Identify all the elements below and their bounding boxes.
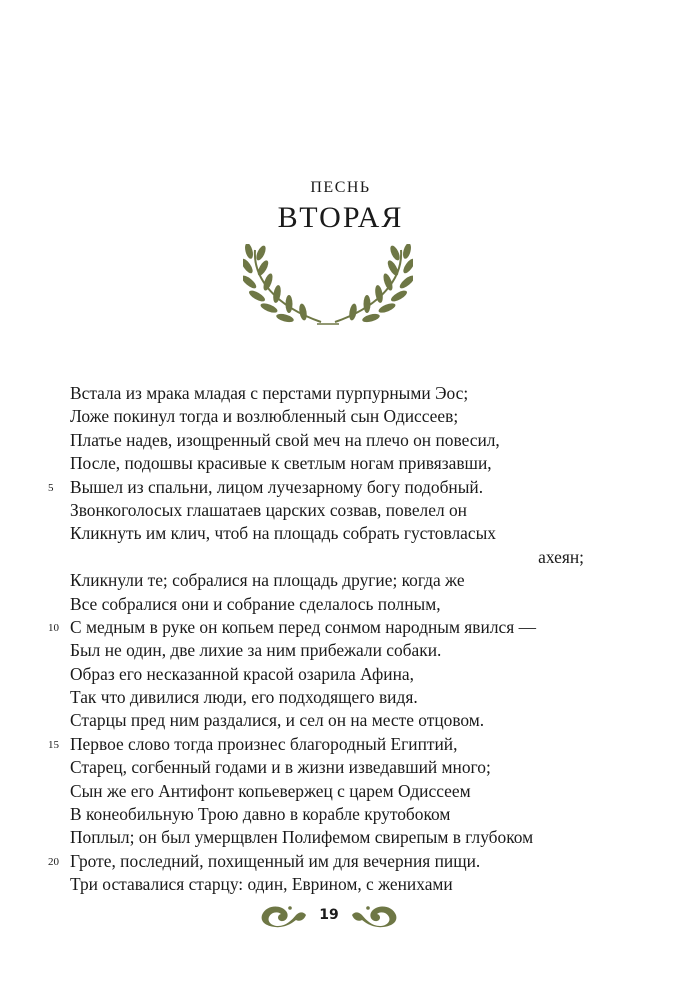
verse-text: Старцы пред ним раздалися, и сел он на месте отцовом.: [70, 710, 485, 731]
verse-line: [70, 405, 590, 428]
verse-text: Первое слово тогда произнес благородный Египтий,: [70, 733, 458, 754]
verse-line: [70, 569, 590, 592]
verse-text: Встала из мрака младая с перстами пурпурными Эос;: [70, 383, 469, 403]
poem-text: [48, 382, 590, 897]
verse-text: После, подошвы красивые к светлым ногам привязавши,: [70, 453, 492, 474]
line-number: 15: [48, 738, 59, 751]
verse-line: [70, 522, 590, 545]
page-number: 19: [319, 907, 339, 923]
verse-text: Кликнуть им клич, чтоб на площадь собрать густовласых: [70, 523, 496, 544]
verse-line: [70, 780, 590, 803]
verse-text: Вышел из спальни, лицом лучезарному богу подобный.: [70, 476, 484, 497]
verse-continuation: [70, 546, 590, 569]
verse-text: Поплыл; он был умерщвлен Полифемом свирепым в глубоком: [70, 827, 534, 848]
verse-line: [70, 803, 590, 826]
verse-text: Был не один, две лихие за ним прибежали собаки.: [70, 640, 442, 661]
verse-text: Ложе покинул тогда и возлюбленный сын Одиссеев;: [70, 406, 459, 427]
verse-text: Звонкоголосых глашатаев царских созвав, повелел он: [70, 499, 467, 520]
verse-line: [70, 429, 590, 452]
verse-text: С медным в руке он копьем перед сонмом народным явился —: [70, 616, 536, 637]
verse-line: [70, 499, 590, 522]
verse-line: [70, 756, 590, 779]
verse-line: [70, 663, 590, 686]
verse-text: Старец, согбенный годами и в жизни изведавший много;: [70, 757, 491, 778]
verse-line: [70, 826, 590, 849]
verse-text: Все собралися они и собрание сделалось полным,: [70, 593, 441, 614]
scroll-ornament-left-icon: [260, 902, 308, 928]
line-number: 20: [48, 855, 59, 868]
verse-text: Платье надев, изощренный свой меч на плечо он повесил,: [70, 429, 500, 450]
verse-line: [70, 593, 590, 616]
chapter-label: ПЕСНЬ: [310, 179, 371, 196]
verse-line: [70, 452, 590, 475]
verse-line: [48, 616, 590, 639]
verse-text: Образ его несказанной красой озарила Афина,: [70, 663, 414, 684]
verse-text: Три оставалися старцу: один, Еврином, с женихами: [70, 874, 453, 895]
chapter-title: ВТОРАЯ: [277, 201, 404, 234]
verse-line: [70, 873, 590, 896]
page-footer: [0, 901, 681, 929]
verse-text: Гроте, последний, похищенный им для вечерния пищи.: [70, 850, 481, 871]
line-number: 5: [48, 481, 54, 494]
verse-text: Кликнули те; собралися на площадь другие; когда же: [70, 570, 465, 591]
verse-line: [48, 733, 590, 756]
chapter-heading: [0, 178, 681, 236]
verse-text: В конеобильную Трою давно в корабле крутобоком: [70, 804, 451, 825]
scroll-ornament-right-icon: [350, 902, 398, 928]
verse-line: [70, 382, 590, 405]
verse-text: ахеян;: [538, 546, 584, 567]
laurel-wreath-icon: [243, 244, 413, 330]
verse-line: [70, 709, 590, 732]
verse-line: [48, 476, 590, 499]
verse-line: [70, 639, 590, 662]
verse-line: [70, 686, 590, 709]
verse-line: [48, 850, 590, 873]
line-number: 10: [48, 621, 59, 634]
verse-text: Так что дивилися люди, его подходящего видя.: [70, 687, 418, 708]
verse-text: Сын же его Антифонт копьевержец с царем Одиссеем: [70, 780, 471, 801]
